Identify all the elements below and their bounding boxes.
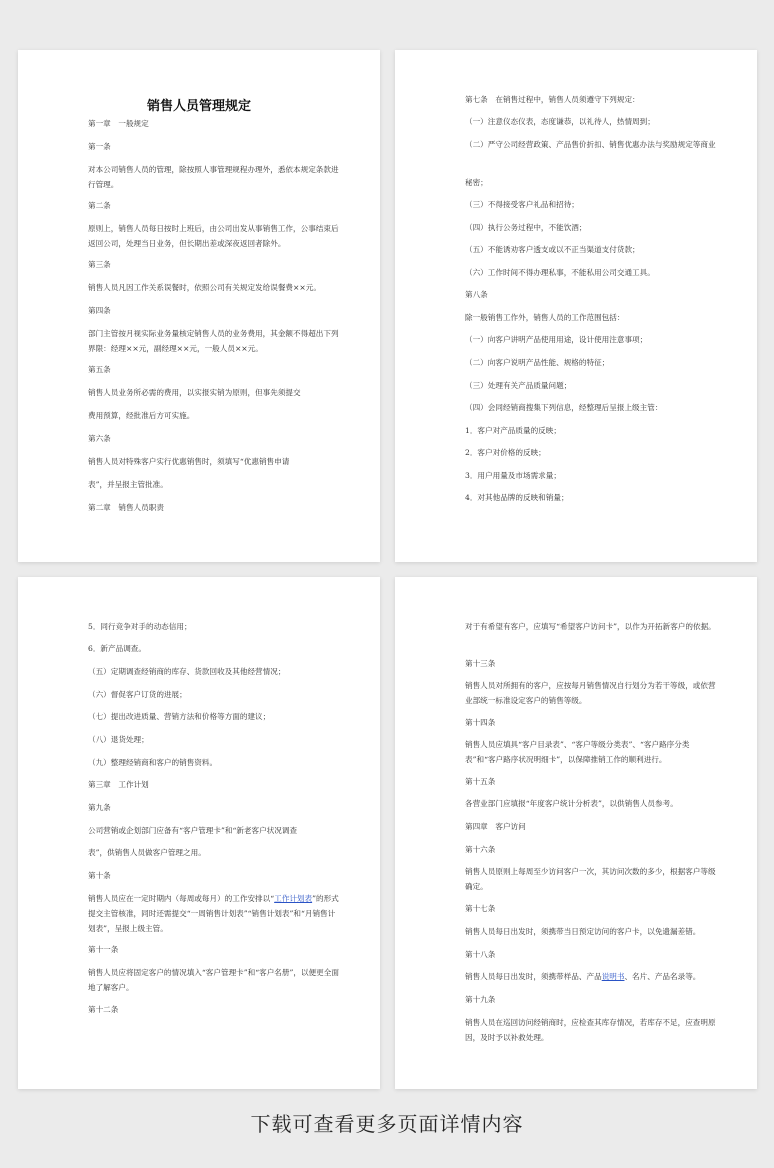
text-line: （三）不得接受客户礼品和招待；	[465, 200, 579, 209]
text-line: 除一般销售工作外，销售人员的工作范围包括：	[465, 313, 625, 322]
text-line: 表”，并呈报主管批准。	[88, 480, 168, 489]
text-line: 对本公司销售人员的管理，除按照人事管理规程办理外，悉依本规定条款进行管理。	[88, 165, 339, 189]
text-line: （三）处理有关产品质量问题；	[465, 381, 572, 390]
text-line: 秘密；	[465, 178, 488, 187]
text-line: 表”，供销售人员做客户管理之用。	[88, 848, 206, 857]
text-line: 各营业部门应填报“年度客户统计分析表”，以供销售人员参考。	[465, 799, 678, 808]
text-segment: ”的形式提交主管核准，同时还需提交“一周销售计划表”“销售计划表”和“月销售计划表”，呈报上级主管。	[88, 894, 339, 933]
text-line: 费用预算，经批准后方可实施。	[88, 411, 195, 420]
text-line: （六）督促客户订货的进展；	[88, 690, 187, 699]
text-line: 对于有希望有客户，应填写“希望客户访问卡”，以作为开拓新客户的依据。	[465, 622, 716, 631]
text-line: 公司营销或企划部门应备有“客户管理卡”和“新老客户状况调查	[88, 826, 298, 835]
text-line: 第三条	[88, 260, 111, 269]
text-line: 1．客户对产品质量的反映；	[465, 426, 561, 435]
text-line: （五）定期调查经销商的库存、货款回收及其他经营情况；	[88, 667, 286, 676]
text-line: 第十三条	[465, 659, 496, 668]
manual-link[interactable]: 说明书	[601, 972, 625, 981]
text-line: 部门主管按月视实际业务量核定销售人员的业务费用，其金额不得超出下列界限：经理××元，副经理××元，一般人员××元。	[88, 329, 339, 353]
text-line: 销售人员对特殊客户实行优惠销售时，须填写“优惠销售申请	[88, 457, 290, 466]
text-line: 第九条	[88, 803, 111, 812]
text-line: 6．新产品调查。	[88, 644, 146, 653]
document-page-3	[18, 577, 380, 1089]
text-line: （一）注意仪态仪表，态度谦恭，以礼待人，热情周到；	[465, 117, 655, 126]
text-line: 第七条 在销售过程中，销售人员须遵守下列规定：	[465, 95, 640, 104]
text-line: 3．用户用量及市场需求量；	[465, 471, 561, 480]
text-line: 第二章 销售人员职责	[88, 503, 164, 512]
text-line: 第三章 工作计划	[88, 780, 149, 789]
document-title: 销售人员管理规定	[146, 99, 251, 114]
text-line: 销售人员应将固定客户的情况填入“客户管理卡”和“客户名册”，以便更全面地了解客户。	[88, 968, 339, 992]
text-line: 第十七条	[465, 904, 496, 913]
text-line: 第十五条	[465, 777, 496, 786]
text-line: （六）工作时间不得办理私事，不能私用公司交通工具。	[465, 268, 655, 277]
text-line: 第十一条	[88, 945, 119, 954]
document-page-4	[395, 577, 757, 1089]
text-line: 第四章 客户访问	[465, 822, 526, 831]
text-line: 第八条	[465, 290, 488, 299]
text-line: 第十条	[88, 871, 111, 880]
text-line: （二）严守公司经营政策、产品售价折扣、销售优惠办法与奖励规定等商业	[465, 140, 716, 149]
work-plan-link[interactable]: 工作计划表	[274, 894, 313, 903]
text-line: 原则上，销售人员每日按时上班后，由公司出发从事销售工作，公事结束后返回公司，处理当日业务，但长期出差或深夜返回者除外。	[88, 224, 339, 248]
text-line: 销售人员业务所必需的费用，以实报实销为原则，但事先须提交	[88, 388, 301, 397]
text-line: （一）向客户讲明产品使用用途，设计使用注意事项；	[465, 335, 648, 344]
text-line: 第十六条	[465, 845, 496, 854]
text-line: （九）整理经销商和客户的销售资料。	[88, 758, 218, 767]
text-line: 第十二条	[88, 1005, 119, 1014]
text-line: （四）执行公务过程中，不能饮酒；	[465, 223, 587, 232]
text-line: 销售人员在巡回访问经销商时，应检查其库存情况，若库存不足，应查明原因，及时予以补救处理。	[465, 1018, 716, 1042]
text-line: 销售人员应填具“客户目录表”、“客户等级分类表”、“客户路序分类表”和“客户路序状况明细卡”，以保障推销工作的顺利进行。	[465, 740, 690, 764]
text-line: 第十九条	[465, 995, 496, 1004]
text-line: 销售人员对所拥有的客户，应按每月销售情况自行划分为若干等级，或依营业部统一标准设定客户的销售等级。	[465, 681, 716, 705]
download-more-prompt[interactable]: 下载可查看更多页面详情内容	[250, 1112, 524, 1136]
text-segment: 、名片、产品名录等。	[624, 972, 701, 981]
text-line: （七）提出改进质量、营销方法和价格等方面的建议；	[88, 712, 271, 721]
text-line: （四）会同经销商搜集下列信息，经整理后呈报上级主管：	[465, 403, 663, 412]
text-segment: 销售人员应在一定时期内（每周或每月）的工作安排以“	[88, 894, 275, 903]
text-line: （五）不能诱劝客户透支或以不正当渠道支付货款；	[465, 245, 640, 254]
text-segment: 销售人员每日出发时，须携带样品、产品	[465, 972, 602, 981]
text-line	[465, 969, 717, 984]
text-line: 销售人员凡因工作关系误餐时，依照公司有关规定发给误餐费××元。	[88, 283, 321, 292]
text-line: 5．同行竞争对手的动态信用；	[88, 622, 192, 631]
text-line	[88, 891, 340, 936]
text-line: 第六条	[88, 434, 111, 443]
text-line: 2．客户对价格的反映；	[465, 448, 546, 457]
text-line: 第一条	[88, 142, 111, 151]
text-line: 第五条	[88, 365, 111, 374]
text-line: （八）退货处理；	[88, 735, 149, 744]
text-line: （二）向客户说明产品性能、规格的特征；	[465, 358, 610, 367]
text-line: 第十四条	[465, 718, 496, 727]
text-line: 第一章 一般规定	[88, 119, 149, 128]
text-line: 第十八条	[465, 950, 496, 959]
text-line: 销售人员原则上每周至少访问客户一次，其访问次数的多少，根据客户等级确定。	[465, 867, 716, 891]
text-line: 4．对其他品牌的反映和销量；	[465, 493, 569, 502]
text-line: 第二条	[88, 201, 111, 210]
text-line: 销售人员每日出发时，须携带当日预定访问的客户卡，以免遗漏差错。	[465, 927, 701, 936]
text-line: 第四条	[88, 306, 111, 315]
document-page-1	[18, 50, 380, 562]
document-page-2	[395, 50, 757, 562]
